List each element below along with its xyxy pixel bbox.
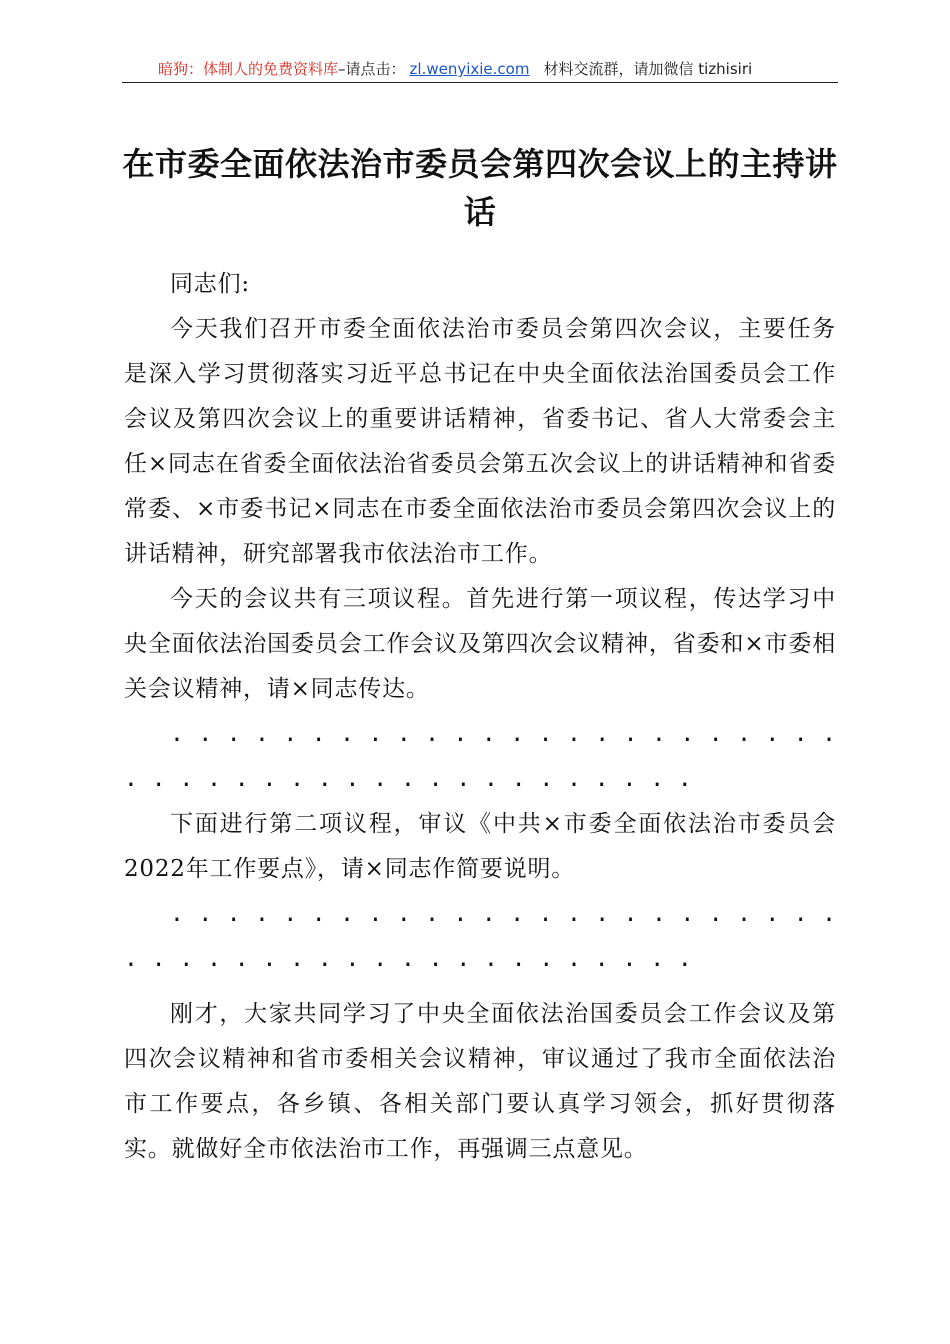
paragraph-4: 刚才，大家共同学习了中央全面依法治国委员会工作会议及第四次会议精神和省市委相关会议精神，审议通过了我市全面依法治市工作要点，各乡镇、各相关部门要认真学习领会，抓好贯彻落实。就做好全市依法治市工作，再强调三点意见。 xyxy=(124,1001,836,1162)
header-promo-text: 暗狗：体制人的免费资料库 xyxy=(158,60,339,78)
document-body xyxy=(124,262,836,1172)
document-title: 在市委全面依法治市委员会第四次会议上的主持讲话 xyxy=(122,145,838,231)
greeting: 同志们: xyxy=(170,271,250,297)
paragraph-1: 今天我们召开市委全面依法治市委员会第四次会议，主要任务是深入学习贯彻落实习近平总书记在中央全面依法治国委员会工作会议及第四次会议上的重要讲话精神，省委书记、省人大常委会主任×同志在省委全面依法治省委员会第五次会议上的讲话精神和省委常委、×市委书记×同志在市委全面依法治市委员会第四次会议上的讲话精神，研究部署我市依法治市工作。 xyxy=(124,316,836,567)
header-contact-text: 材料交流群，请加微信 tizhisiri xyxy=(543,60,753,78)
ellipsis-1: . . . . . . . . . . . . . . . . . . . . . . . . . . . . . . . . . . . . . . . . . . . . . xyxy=(124,721,836,792)
paragraph-3: 下面进行第二项议程，审议《中共×市委全面依法治市委员会2022年工作要点》，请×同志作简要说明。 xyxy=(124,811,836,882)
paragraph-2: 今天的会议共有三项议程。首先进行第一项议程，传达学习中央全面依法治国委员会工作会议及第四次会议精神，省委和×市委相关会议精神，请×同志传达。 xyxy=(124,586,836,702)
header-click-prompt: –请点击： xyxy=(338,60,406,78)
page-header xyxy=(122,58,838,83)
header-website-link[interactable]: zl.wenyixie.com xyxy=(409,60,530,78)
ellipsis-2: . . . . . . . . . . . . . . . . . . . . . . . . . . . . . . . . . . . . . . . . . . . . . xyxy=(124,901,836,972)
